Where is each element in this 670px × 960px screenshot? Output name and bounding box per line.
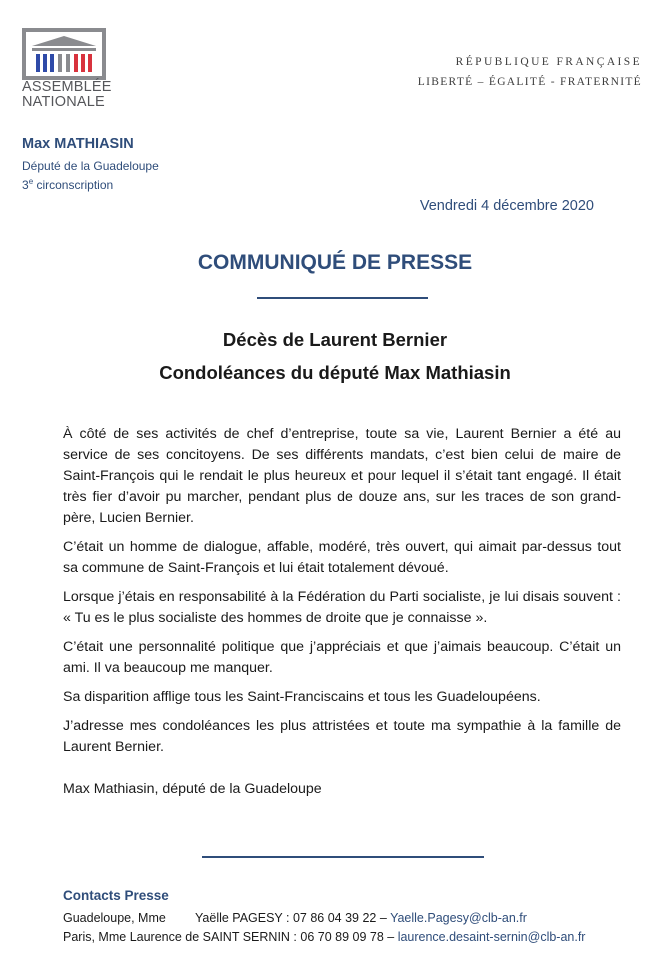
contact-detail: Yaëlle PAGESY : 07 86 04 39 22 – xyxy=(195,911,391,925)
press-date: Vendredi 4 décembre 2020 xyxy=(419,198,594,214)
logo-text-line2: NATIONALE xyxy=(22,94,105,110)
document-title: Décès de Laurent Bernier xyxy=(222,329,448,350)
republic-motto-text: LIBERTÉ – ÉGALITÉ - FRATERNITÉ xyxy=(417,76,642,88)
republic-name: RÉPUBLIQUE FRANÇAISE xyxy=(455,56,642,68)
republic-motto xyxy=(418,56,642,88)
footer-divider xyxy=(202,856,484,858)
hemicycle-icon xyxy=(22,28,106,80)
author-name: Max MATHIASIN xyxy=(22,136,134,152)
press-body xyxy=(63,424,621,766)
document-subtitle: Condoléances du député Max Mathiasin xyxy=(159,362,511,383)
press-release-heading: COMMUNIQUÉ DE PRESSE xyxy=(197,251,473,274)
body-paragraph: Sa disparition afflige tous les Saint-Franciscains et tous les Guadeloupéens. xyxy=(63,689,541,705)
logo-text-line1: ASSEMBLÉE xyxy=(22,79,112,95)
contact-detail: Laurence de SAINT SERNIN : 06 70 89 09 78 – xyxy=(129,930,398,944)
body-paragraph: C’était une personnalité politique que j’appréciais et que j’aimais beaucoup. C’était un ami. Il va beaucoup me manquer. xyxy=(63,639,621,676)
contacts-heading: Contacts Presse xyxy=(63,888,169,903)
circ-number: 3 xyxy=(22,178,29,192)
body-paragraph: À côté de ses activités de chef d’entreprise, toute sa vie, Laurent Bernier a été au service de ses concitoyens. De ses différents mandats, c’est bien celui de maire de Saint-François qui le rendait le plus heureux et pour lequel il s’était tant engagé. Il était très fier d’avoir pu marcher, pendant plus de douze ans, sur les traces de son grand-père, Lucien Bernier. xyxy=(63,426,621,526)
body-paragraph: Lorsque j’étais en responsabilité à la Fédération du Parti socialiste, je lui disais souvent : « Tu es le plus socialiste des hommes de droite que je connaisse ». xyxy=(63,589,621,626)
contact-location: Paris, Mme xyxy=(63,930,127,944)
body-paragraph: C’était un homme de dialogue, affable, modéré, très ouvert, qui aimait par-dessus tout sa commune de Saint-François et lui était totalement dévoué. xyxy=(63,539,621,576)
signature: Max Mathiasin, député de la Guadeloupe xyxy=(63,781,322,797)
body-paragraph: J’adresse mes condoléances les plus attristées et toute ma sympathie à la famille de Laurent Bernier. xyxy=(63,718,621,755)
contact-email-link[interactable]: laurence.desaint-sernin@clb-an.fr xyxy=(397,930,586,944)
author-block xyxy=(22,136,159,193)
contact-line xyxy=(63,930,585,944)
circ-sup: e xyxy=(28,177,34,186)
heading-divider xyxy=(257,297,428,299)
author-circonscription xyxy=(22,174,159,193)
contact-line xyxy=(63,911,527,925)
circ-text: circonscription xyxy=(33,178,114,192)
contact-email-link[interactable]: Yaelle.Pagesy@clb-an.fr xyxy=(390,911,527,925)
assemblee-nationale-logo xyxy=(22,28,114,110)
author-role: Député de la Guadeloupe xyxy=(22,159,159,173)
contact-location: Guadeloupe, Mme xyxy=(63,911,166,925)
